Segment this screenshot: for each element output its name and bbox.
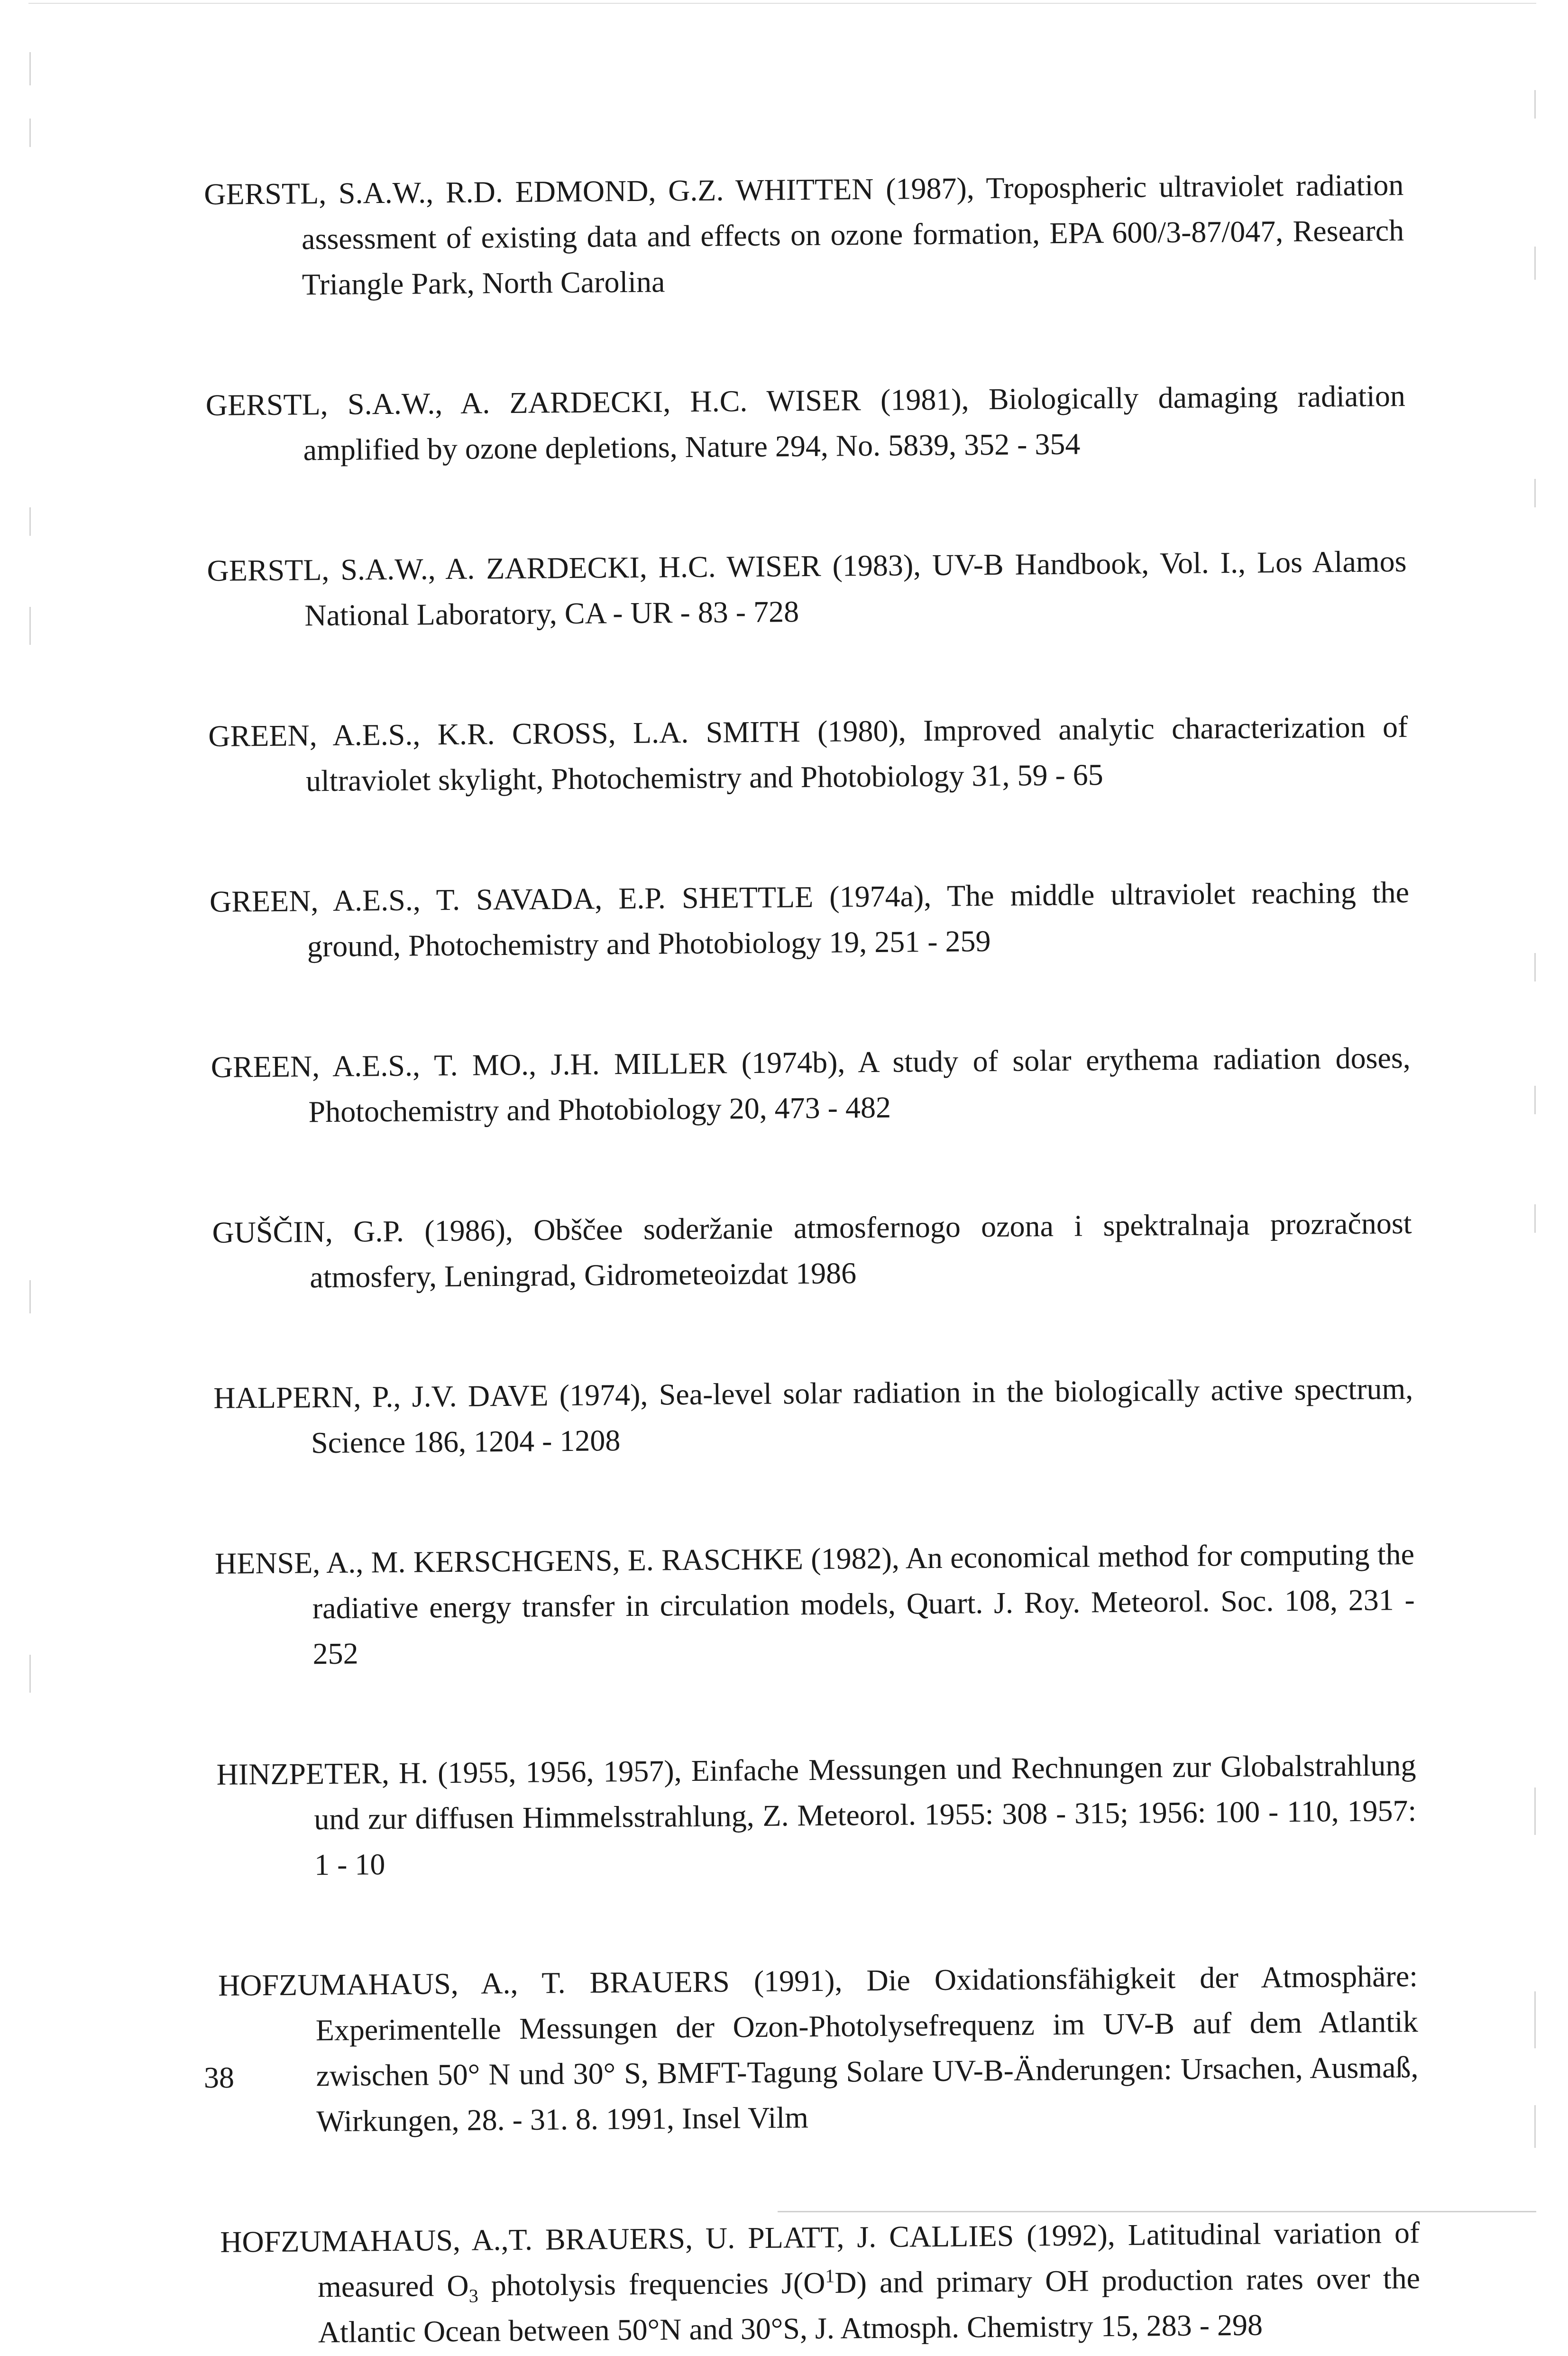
reference-text: photolysis frequencies J(O xyxy=(478,2265,825,2302)
reference-entry: GREEN, A.E.S., T. MO., J.H. MILLER (1974b), A study of solar erythema radiation doses, Photochemistry and Photobiology 20, 473 - 482 xyxy=(211,1041,1411,1129)
scan-right-mark xyxy=(1534,2105,1536,2148)
scan-left-mark xyxy=(29,607,31,645)
page-number: 38 xyxy=(204,2061,234,2094)
reference-entry: HALPERN, P., J.V. DAVE (1974), Sea-level solar radiation in the biologically active spectrum, Science 186, 1204 - 1208 xyxy=(213,1372,1413,1460)
reference-entry: GERSTL, S.A.W., R.D. EDMOND, G.Z. WHITTEN (1987), Tropospheric ultraviolet radiation assessment of existing data and effects on ozone formation, EPA 600/3-87/047, Research Triangle Park, North Carolina xyxy=(204,168,1404,302)
reference-entry: GUŠČIN, G.P. (1986), Obščee soderžanie atmosfernogo ozona i spektralnaja prozračnost atmosfery, Leningrad, Gidrometeoizdat 1986 xyxy=(212,1206,1412,1294)
reference-list xyxy=(204,162,1421,2356)
superscript: 1 xyxy=(825,2265,835,2287)
reference-entry: GERSTL, S.A.W., A. ZARDECKI, H.C. WISER (1981), Biologically damaging radiation amplified by ozone depletions, Nature 294, No. 5839, 352 - 354 xyxy=(205,379,1406,467)
scan-left-mark xyxy=(29,507,31,536)
scan-right-mark xyxy=(1534,953,1536,981)
scan-right-mark xyxy=(1534,1991,1536,2048)
reference-entry: HENSE, A., M. KERSCHGENS, E. RASCHKE (1982), An economical method for computing the radiative energy transfer in circulation models, Quart. J. Roy. Meteorol. Soc. 108, 231 - 252 xyxy=(214,1537,1415,1671)
reference-entry: HINZPETER, H. (1955, 1956, 1957), Einfache Messungen und Rechnungen zur Globalstrahlung und zur diffusen Himmelsstrahlung, Z. Meteorol. 1955: 308 - 315; 1956: 100 - 110, 1957: 1 - 10 xyxy=(216,1748,1417,1882)
reference-entry: GREEN, A.E.S., K.R. CROSS, L.A. SMITH (1980), Improved analytic characterization of ultraviolet skylight, Photochemistry and Photobiology 31, 59 - 65 xyxy=(208,710,1408,798)
scan-right-mark xyxy=(1534,1788,1536,1835)
scan-left-mark xyxy=(29,1655,31,1693)
reference-entry: GERSTL, S.A.W., A. ZARDECKI, H.C. WISER (1983), UV-B Handbook, Vol. I., Los Alamos National Laboratory, CA - UR - 83 - 728 xyxy=(207,544,1407,633)
scan-left-mark xyxy=(29,1280,31,1313)
scan-right-mark xyxy=(1534,1086,1536,1114)
reference-entry: HOFZUMAHAUS, A., T. BRAUERS (1991), Die Oxidationsfähigkeit der Atmosphäre: Experimentelle Messungen der Ozon-Photolysefrequenz im UV-B auf dem Atlantik zwischen 50° N und 30° S, BMFT-Tagung Solare UV-B-Änderungen: Ursachen, Ausmaß, Wirkungen, 28. - 31. 8. 1991, Insel Vilm xyxy=(218,1959,1419,2138)
scan-left-mark xyxy=(29,119,31,147)
scan-left-mark xyxy=(29,52,31,85)
reference-entry: GREEN, A.E.S., T. SAVADA, E.P. SHETTLE (1974a), The middle ultraviolet reaching the ground, Photochemistry and Photobiology 19, 251 - 259 xyxy=(209,875,1410,963)
reference-text: HOFZUMAHAUS, A.,T. BRAUERS, U. PLATT, J. CALLIES (1992), Latitudinal variation of measured O xyxy=(220,2215,1420,2304)
scan-right-mark xyxy=(1534,90,1536,119)
scan-right-mark xyxy=(1534,1204,1536,1233)
scan-right-mark xyxy=(1534,247,1536,280)
reference-text: D) and primary OH production rates over the Atlantic Ocean between 50°N and 30°S, J. Atmosph. Chemistry 15, 283 - 298 xyxy=(318,2261,1421,2349)
scan-right-mark xyxy=(1534,479,1536,507)
subscript: 3 xyxy=(468,2285,478,2307)
reference-entry xyxy=(220,2210,1421,2356)
scan-top-edge xyxy=(28,3,1536,4)
